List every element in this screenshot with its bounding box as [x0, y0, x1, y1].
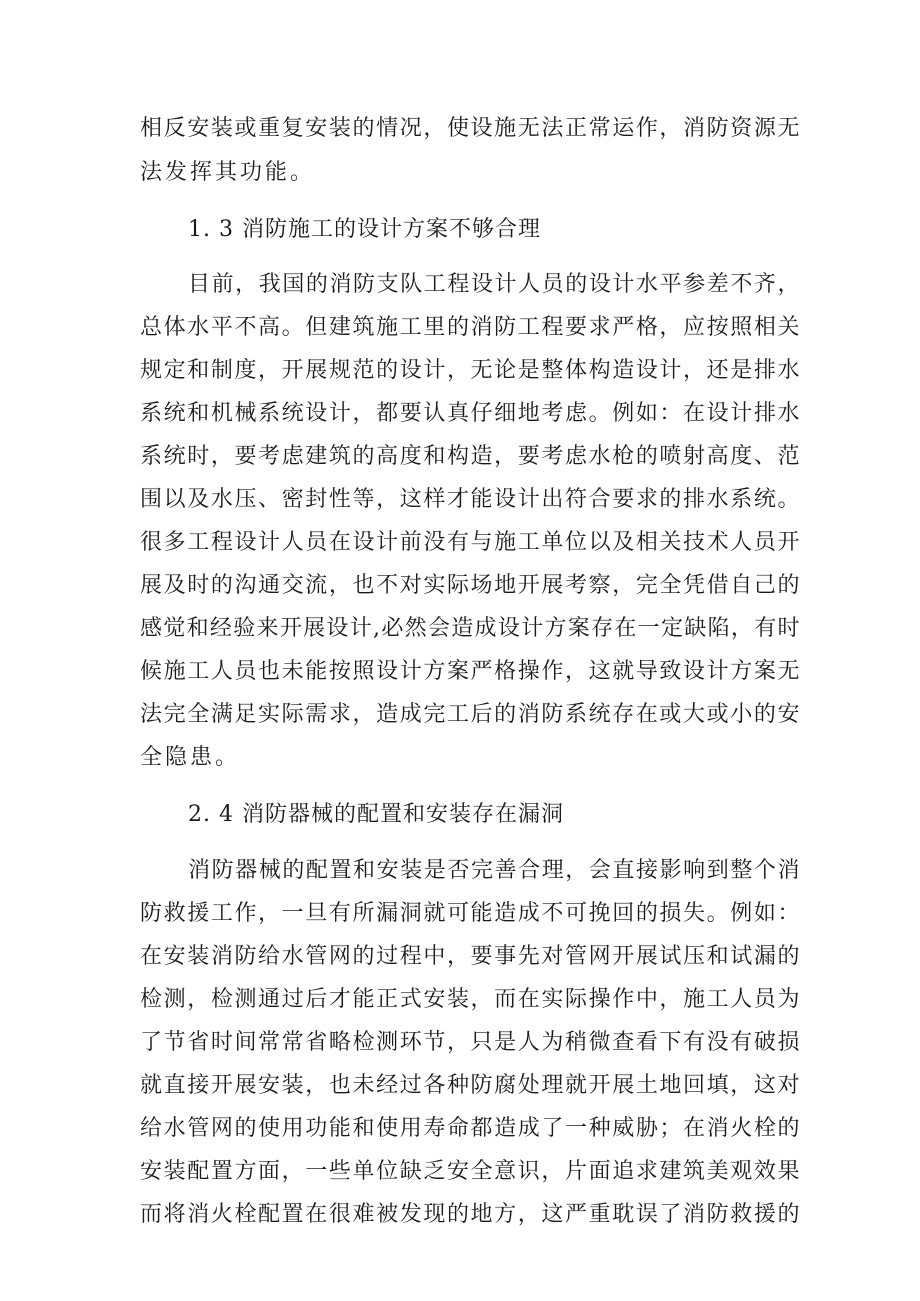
body-text-line: 全隐患。 — [140, 745, 241, 770]
body-text-line: 系统时，要考虑建筑的高度和构造，要考虑水枪的喷射高度、范 — [140, 444, 800, 469]
body-text-line: 围以及水压、密封性等，这样才能设计出符合要求的排水系统。 — [140, 487, 800, 512]
section-heading: 1. 3 消防施工的设计方案不够合理 — [188, 217, 541, 242]
body-text-line: 就直接开展安装，也未经过各种防腐处理就开展土地回填，这对 — [140, 1073, 800, 1098]
body-text-line: 规定和制度，开展规范的设计，无论是整体构造设计，还是排水 — [140, 358, 800, 383]
section-heading: 2. 4 消防器械的配置和安装存在漏洞 — [188, 802, 564, 827]
body-text-line: 法发挥其功能。 — [140, 160, 316, 185]
body-text-line: 检测，检测通过后才能正式安装，而在实际操作中，施工人员为 — [140, 987, 800, 1012]
body-text-line: 防救援工作，一旦有所漏洞就可能造成不可挽回的损失。例如： — [140, 901, 800, 926]
body-text-line: 展及时的沟通交流，也不对实际场地开展考察，完全凭借自己的 — [140, 573, 800, 598]
body-text-line: 感觉和经验来开展设计,必然会造成设计方案存在一定缺陷，有时 — [140, 616, 800, 641]
body-text-line: 很多工程设计人员在设计前没有与施工单位以及相关技术人员开 — [140, 530, 800, 555]
body-text-line: 了节省时间常常省略检测环节，只是人为稍微查看下有没有破损 — [140, 1030, 800, 1055]
body-text-line: 给水管网的使用功能和使用寿命都造成了一种威胁；在消火栓的 — [140, 1116, 800, 1141]
body-text-line: 在安装消防给水管网的过程中，要事先对管网开展试压和试漏的 — [140, 944, 800, 969]
body-text-line: 系统和机械系统设计，都要认真仔细地考虑。例如：在设计排水 — [140, 401, 800, 426]
body-text-line: 候施工人员也未能按照设计方案严格操作，这就导致设计方案无 — [140, 659, 800, 684]
body-text-line: 总体水平不高。但建筑施工里的消防工程要求严格，应按照相关 — [140, 315, 800, 340]
body-text-line: 而将消火栓配置在很难被发现的地方，这严重耽误了消防救援的 — [140, 1202, 800, 1227]
body-text-line: 相反安装或重复安装的情况，使设施无法正常运作，消防资源无 — [140, 116, 800, 141]
body-text-line: 目前，我国的消防支队工程设计人员的设计水平参差不齐， — [188, 272, 800, 297]
body-text-line: 消防器械的配置和安装是否完善合理，会直接影响到整个消 — [188, 858, 800, 883]
body-text-line: 法完全满足实际需求，造成完工后的消防系统存在或大或小的安 — [140, 702, 800, 727]
body-text-line: 安装配置方面，一些单位缺乏安全意识，片面追求建筑美观效果 — [140, 1159, 800, 1184]
